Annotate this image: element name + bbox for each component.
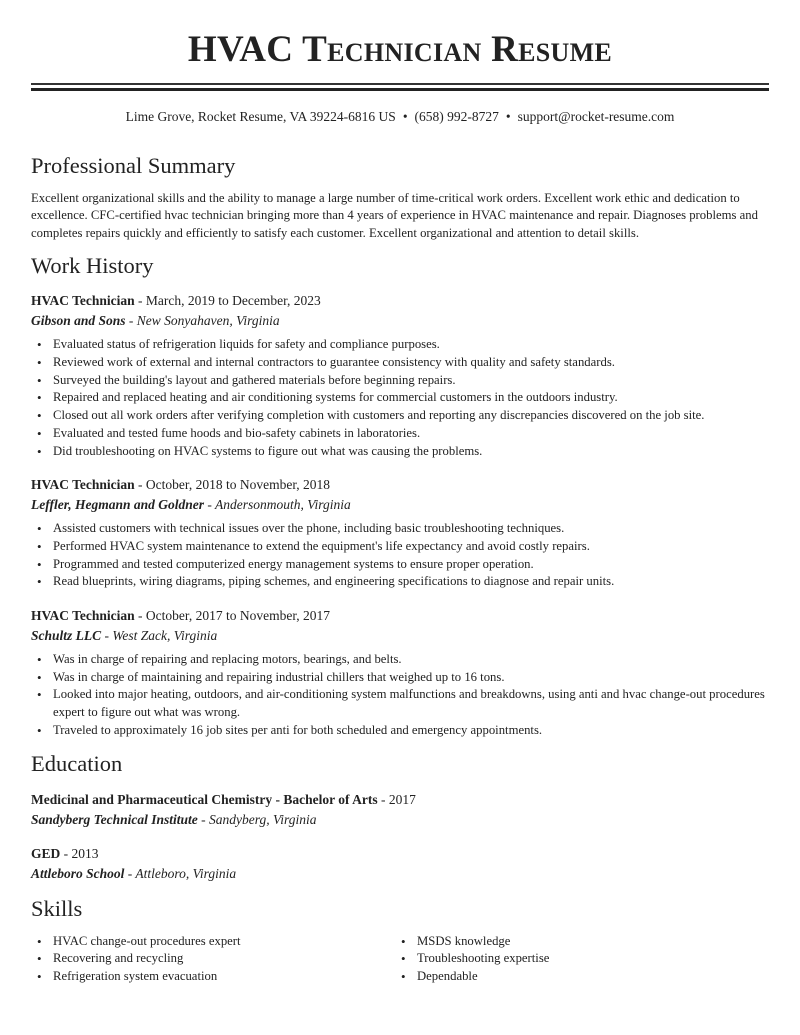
skills-list [31, 923, 769, 986]
school-location: - Sandyberg, Virginia [197, 811, 317, 827]
resume-page [0, 28, 800, 986]
skill-item: • Recovering and recycling [31, 950, 395, 968]
job-dates: - March, 2019 to December, 2023 [134, 293, 321, 309]
job-title-line [31, 606, 769, 625]
list-item: • Closed out all work orders after verifying completion with customers and reporting any discrepancies discovered on the job site. [31, 407, 769, 425]
skills-left [31, 933, 395, 986]
list-item: • Was in charge of repairing and replacing motors, bearings, and belts. [31, 651, 769, 669]
job-bullets [31, 336, 769, 460]
list-item: • Evaluated status of refrigeration liquids for safety and compliance purposes. [31, 336, 769, 354]
list-item: • Assisted customers with technical issues over the phone, including basic troubleshooting techniques. [31, 520, 769, 538]
company-line [31, 626, 769, 645]
job-bullets [31, 520, 769, 591]
list-item: • Traveled to approximately 16 job sites per anti for both scheduled and emergency appointments. [31, 722, 769, 740]
contact-email: support@rocket-resume.com [517, 108, 675, 124]
company-line [31, 495, 769, 514]
job-title: HVAC Technician [31, 477, 135, 493]
separator: • [505, 108, 511, 124]
resume-title: HVAC Technician Resume [187, 29, 613, 70]
company-location: - New Sonyahaven, Virginia [125, 313, 280, 329]
contact-address: Lime Grove, Rocket Resume, VA 39224-6816 US [125, 108, 396, 124]
contact-line [31, 108, 769, 126]
company-location: - West Zack, Virginia [101, 628, 218, 644]
school-name: Attleboro School [31, 865, 125, 881]
company-name: Leffler, Hegmann and Goldner [31, 497, 205, 513]
job-dates: - October, 2018 to November, 2018 [134, 477, 331, 493]
list-item: • Looked into major heating, outdoors, and air-conditioning system malfunctions and breakdowns, using anti and hvac change-out procedures expert to figure out what was wrong. [31, 686, 769, 721]
degree-line [31, 844, 769, 863]
skill-item: • Troubleshooting expertise [395, 950, 759, 968]
degree: Medicinal and Pharmaceutical Chemistry - Bachelor of Arts [31, 791, 378, 807]
separator: • [402, 108, 408, 124]
list-item: • Read blueprints, wiring diagrams, piping schemes, and engineering specifications to diagnose and repair units. [31, 573, 769, 591]
company-location: - Andersonmouth, Virginia [204, 497, 351, 513]
job-entry [31, 606, 769, 740]
degree-line [31, 790, 769, 809]
list-item: • Surveyed the building's layout and gathered materials before beginning repairs. [31, 372, 769, 390]
job-title: HVAC Technician [31, 293, 135, 309]
list-item: • Repaired and replaced heating and air conditioning systems for commercial customers in the outdoors industry. [31, 389, 769, 407]
job-entry [31, 291, 769, 460]
list-item: • Reviewed work of external and internal contractors to guarantee consistency with quality and safety standards. [31, 354, 769, 372]
school-location: - Attleboro, Virginia [124, 865, 237, 881]
job-title-line [31, 475, 769, 494]
list-item: • Did troubleshooting on HVAC systems to figure out what was causing the problems. [31, 443, 769, 461]
skill-item: • Dependable [395, 968, 759, 986]
list-item: • Was in charge of maintaining and repairing industrial chillers that weighed up to 16 tons. [31, 669, 769, 687]
skills-heading: Skills [31, 895, 83, 921]
job-entry [31, 475, 769, 591]
job-dates: - October, 2017 to November, 2017 [134, 608, 331, 624]
degree: GED [31, 845, 61, 861]
company-line [31, 311, 769, 330]
summary-heading: Professional Summary [31, 152, 236, 178]
education-entry [31, 790, 769, 829]
school-line [31, 810, 769, 829]
education-entry [31, 844, 769, 883]
degree-year: - 2017 [377, 791, 416, 807]
school-line [31, 864, 769, 883]
title-rule-thin [31, 83, 769, 85]
work-heading: Work History [31, 253, 154, 279]
job-bullets [31, 651, 769, 740]
education-heading: Education [31, 750, 123, 776]
company-name: Gibson and Sons [31, 313, 126, 329]
job-title-line [31, 291, 769, 310]
list-item: • Performed HVAC system maintenance to extend the equipment's life expectancy and avoid costly repairs. [31, 538, 769, 556]
list-item: • Programmed and tested computerized energy management systems to ensure proper operation. [31, 556, 769, 574]
company-name: Schultz LLC [31, 628, 102, 644]
skill-item: • Refrigeration system evacuation [31, 968, 395, 986]
skill-item: • HVAC change-out procedures expert [31, 933, 395, 951]
summary-text: Excellent organizational skills and the ability to manage a large number of time-critical work orders. Excellent work ethic and dedication to excellence. CFC-certified hvac technician bringing more than 4 years of experience in HVAC maintenance and repair. Diagnoses problems and completes repairs quickly and efficiently to satisfy each customer. Excellent organizational and attention to detail skills. [31, 190, 758, 240]
job-title: HVAC Technician [31, 608, 135, 624]
skill-item: • MSDS knowledge [395, 933, 759, 951]
title-rule-thick [31, 88, 769, 91]
list-item: • Evaluated and tested fume hoods and bio-safety cabinets in laboratories. [31, 425, 769, 443]
school-name: Sandyberg Technical Institute [31, 811, 198, 827]
skills-right [395, 933, 759, 986]
contact-phone: (658) 992-8727 [414, 108, 499, 124]
degree-year: - 2013 [60, 845, 99, 861]
